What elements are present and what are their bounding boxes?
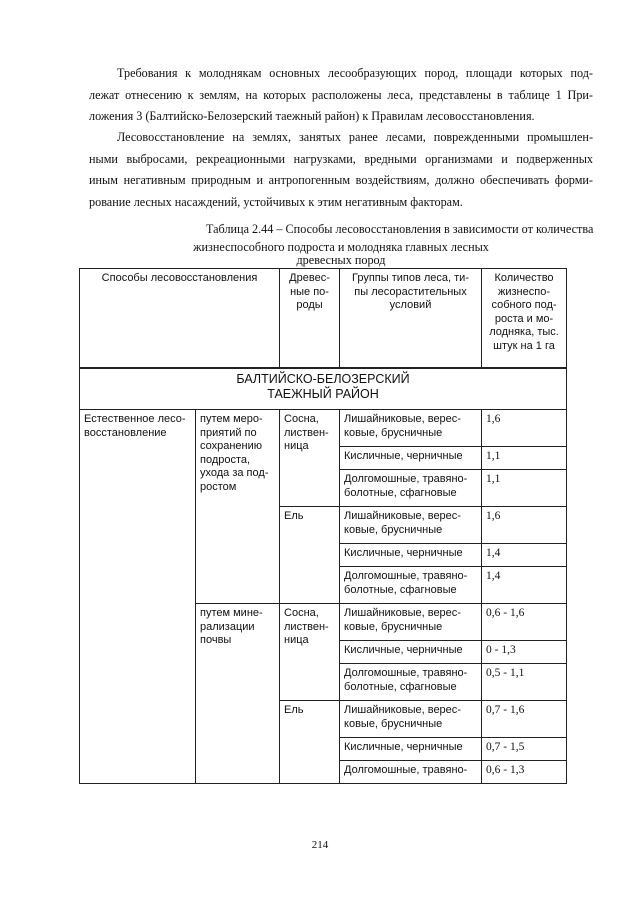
text-line: лежат отнесению к землям, на которых расположены леса, представлены в таблице 1 При- <box>89 87 593 102</box>
submethod-mineralization: путем мине- рализации почвы <box>196 604 280 784</box>
species-spruce: Ель <box>280 701 340 784</box>
paragraph-2 <box>89 127 593 213</box>
header-quantity: Количество жизнеспо- собного под- роста и мо- лодняка, тыс. штук на 1 га <box>482 269 567 369</box>
region-row: БАЛТИЙСКО-БЕЛОЗЕРСКИЙ ТАЕЖНЫЙ РАЙОН <box>80 368 567 410</box>
group-cell: Долгомошные, травяно- болотные, сфагновые <box>340 470 482 507</box>
text-line: Лесовосстановление на землях, занятых ранее лесами, поврежденными промышлен- <box>117 130 593 144</box>
value-cell: 0,7 - 1,6 <box>482 701 567 738</box>
group-cell: Лишайниковые, верес- ковые, брусничные <box>340 410 482 447</box>
method-natural: Естественное лесо- восстановление <box>80 410 196 784</box>
group-cell: Кисличные, черничные <box>340 447 482 470</box>
value-cell: 1,4 <box>482 567 567 604</box>
value-cell: 1,4 <box>482 544 567 567</box>
paragraph-1 <box>89 63 593 128</box>
page-number: 214 <box>311 839 329 851</box>
group-cell: Лишайниковые, верес- ковые, брусничные <box>340 701 482 738</box>
group-cell: Лишайниковые, верес- ковые, брусничные <box>340 507 482 544</box>
group-cell: Кисличные, черничные <box>340 544 482 567</box>
caption-line: Таблица 2.44 – Способы лесовосстановления в зависимости от количества <box>206 222 594 236</box>
value-cell: 0 - 1,3 <box>482 641 567 664</box>
text-line: ными выбросами, рекреационными нагрузками, вредными организмами и подверженных <box>89 151 593 166</box>
text-line: Требования к молоднякам основных лесообразующих пород, площади которых под- <box>117 66 593 80</box>
text-line: иным негативным природным и антропогенным воздействиям, должно обеспечивать форми- <box>89 173 593 187</box>
submethod-preservation: путем меро- приятий по сохранению подроста, ухода за под- ростом <box>196 410 280 604</box>
group-cell: Долгомошные, травяно- <box>340 761 482 784</box>
header-forest-groups: Группы типов леса, ти- пы лесорастительных условий <box>340 269 482 369</box>
text-line: рование лесных насаждений, устойчивых к этим негативным факторам. <box>89 194 463 209</box>
value-cell: 0,5 - 1,1 <box>482 664 567 701</box>
group-cell: Кисличные, черничные <box>340 738 482 761</box>
caption-line: жизнеспособного подроста и молодняка главных лесных <box>193 240 489 254</box>
value-cell: 0,7 - 1,5 <box>482 738 567 761</box>
value-cell: 0,6 - 1,3 <box>482 761 567 784</box>
species-spruce: Ель <box>280 507 340 604</box>
header-species: Древес- ные по- роды <box>280 269 340 369</box>
value-cell: 1,6 <box>482 507 567 544</box>
reforestation-table <box>79 268 567 784</box>
caption-line: древесных пород <box>296 253 386 267</box>
group-cell: Лишайниковые, верес- ковые, брусничные <box>340 604 482 641</box>
header-method: Способы лесовосстановления <box>80 269 280 369</box>
group-cell: Долгомошные, травяно- болотные, сфагновые <box>340 664 482 701</box>
value-cell: 1,6 <box>482 410 567 447</box>
value-cell: 1,1 <box>482 447 567 470</box>
species-pine-larch: Сосна, листвен- ница <box>280 410 340 507</box>
value-cell: 0,6 - 1,6 <box>482 604 567 641</box>
value-cell: 1,1 <box>482 470 567 507</box>
group-cell: Долгомошные, травяно- болотные, сфагновые <box>340 567 482 604</box>
text-line: ложения 3 (Балтийско-Белозерский таежный район) к Правилам лесовосстановления. <box>89 109 535 123</box>
group-cell: Кисличные, черничные <box>340 641 482 664</box>
species-pine-larch: Сосна, листвен- ница <box>280 604 340 701</box>
